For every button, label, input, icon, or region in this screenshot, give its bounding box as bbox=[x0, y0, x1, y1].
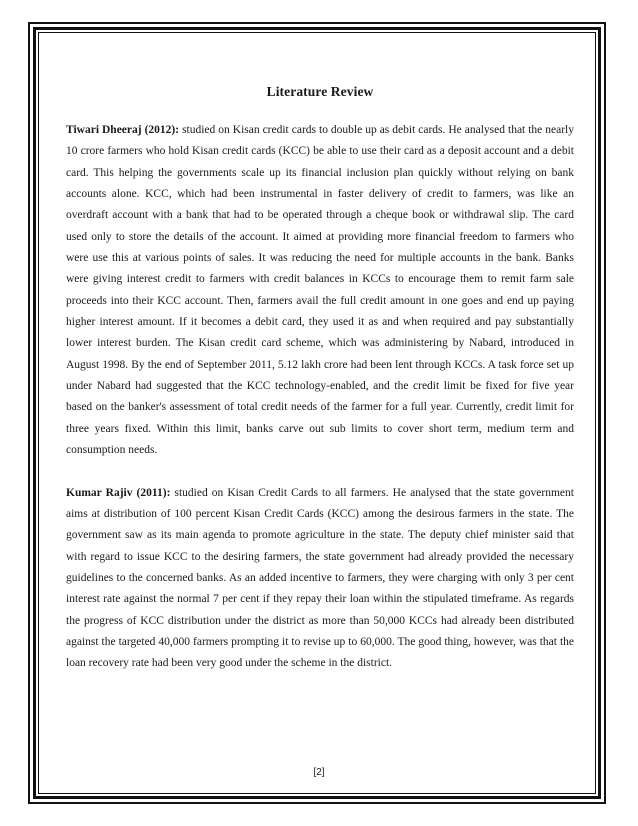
page-number: [2] bbox=[313, 767, 325, 778]
page-title: Literature Review bbox=[266, 84, 374, 99]
author-citation: Tiwari Dheeraj (2012): bbox=[66, 124, 180, 136]
document-body bbox=[66, 84, 574, 675]
paragraph-spacer bbox=[66, 462, 574, 483]
paragraph-kumar bbox=[66, 483, 574, 675]
author-citation: Kumar Rajiv (2011): bbox=[66, 486, 171, 499]
paragraph-tiwari bbox=[66, 120, 574, 462]
paragraph-text: studied on Kisan credit cards to double up as debit cards. He analysed that the nearly 10 crore farmers who hold Kisan credit cards (KCC) be able to use their card as a deposit account and a debit card. This helping the governments scale up its financial inclusion plan quickly without relying on bank accounts alone. KCC, which had been instrumental in faster delivery of credit to farmers, was like an overdraft account with a bank that had to be operated through a cheque book or withdrawal slip. The card used only to store the details of the account. It aimed at providing more financial freedom to farmers who were use this at various points of sales. It was reducing the need for multiple accounts in the bank. Banks were giving interest credit to farmers with credit balances in KCCs to encourage them to remit farm sale proceeds into their KCC account. Then, farmers avail the full credit amount in one goes and end up paying higher interest amount. If it becomes a debit card, they used it as and when required and pay substantially lower interest burden. The Kisan credit card scheme, which was administering by Nabard, introduced in August 1998. By the end of September 2011, 5.12 lakh crore had been lent through KCCs. A task force set up under Nabard had suggested that the KCC technology-enabled, and the credit limit be fixed for five year based on the banker's assessment of total credit needs of the farmer for a full year. Currently, credit limit for three years fixed. Within this limit, banks carve out sub limits to cover short term, medium term and consumption needs. bbox=[66, 124, 575, 457]
paragraph-text: studied on Kisan Credit Cards to all farmers. He analysed that the state government aims at distribution of 100 percent Kisan Credit Cards (KCC) among the desirous farmers in the state. The government saw as its main agenda to promote agriculture in the state. The deputy chief minister said that with regard to issue KCC to the desiring farmers, the state government had already provided the necessary guidelines to the concerned banks. As an added incentive to farmers, they were charging with only 3 per cent interest rate against the normal 7 per cent if they repay their loan within the stipulated timeframe. As regards the progress of KCC distribution under the district as more than 50,000 KCCs had already been distributed against the targeted 40,000 farmers prompting it to revise up to 60,000. The good thing, however, was that the loan recovery rate had been very good under the scheme in the district. bbox=[66, 486, 574, 670]
